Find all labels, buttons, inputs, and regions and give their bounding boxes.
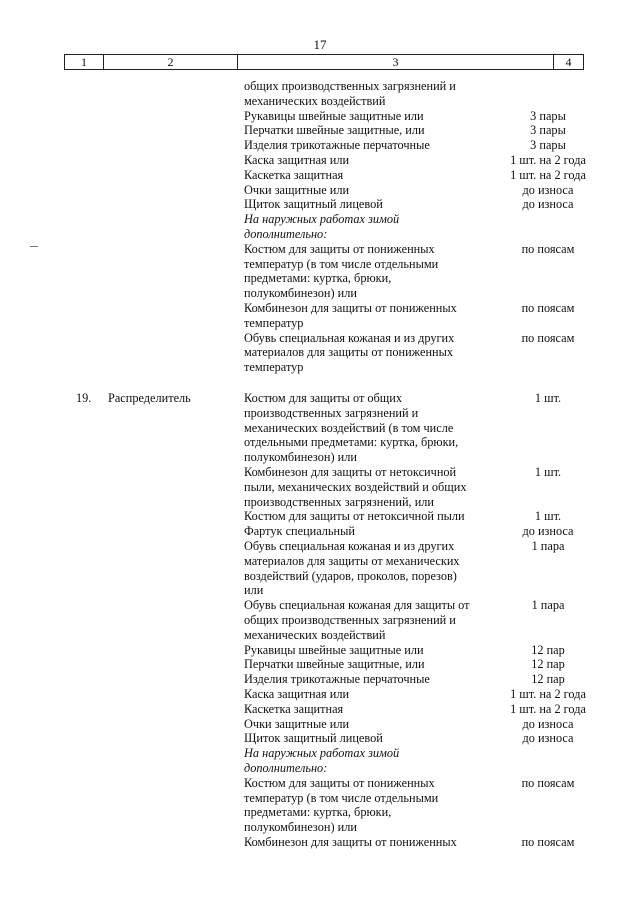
issue-norm: 1 шт. на 2 года [510, 167, 586, 182]
table-row [0, 301, 640, 316]
header-col-4: 4 [553, 55, 583, 69]
ppe-item: Обувь специальная кожаная и из других [244, 330, 455, 345]
ppe-item: На наружных работах зимой [244, 746, 400, 761]
table-row [0, 495, 640, 510]
ppe-item: Комбинезон для защиты от пониженных [244, 835, 457, 849]
table-row [0, 168, 640, 183]
table-row [0, 805, 640, 820]
table-row [0, 271, 640, 286]
ppe-item: полукомбинезон) или [244, 450, 357, 465]
ppe-item: Каскетка защитная [244, 701, 344, 716]
issue-norm: 1 пара [531, 598, 565, 613]
table-row [0, 227, 640, 242]
ppe-item: механических воздействий [244, 93, 386, 108]
issue-norm: по поясам [521, 775, 575, 790]
table-row [0, 717, 640, 732]
ppe-item: температур [244, 315, 304, 330]
table-row [0, 331, 640, 346]
ppe-item: Фартук специальный [244, 524, 355, 539]
ppe-item: производственных загрязнений и [244, 405, 419, 420]
issue-norm: до износа [522, 731, 574, 746]
table-row [0, 672, 640, 687]
ppe-item: Щиток защитный лицевой [244, 731, 383, 746]
table-row [0, 286, 640, 301]
table-row [0, 153, 640, 168]
ppe-item: температур (в том числе отдельными [244, 790, 439, 805]
ppe-item: Щиток защитный лицевой [244, 197, 383, 212]
issue-norm: 1 шт. на 2 года [510, 701, 586, 716]
ppe-item: полукомбинезон) или [244, 820, 357, 835]
table-row [0, 583, 640, 598]
table-row [0, 450, 640, 465]
issue-norm: 12 пар [531, 657, 565, 672]
issue-norm: 1 шт. [534, 391, 562, 405]
ppe-item: Рукавицы швейные защитные или [244, 642, 424, 657]
table-row [0, 687, 640, 702]
ppe-item: общих производственных загрязнений и [244, 613, 456, 627]
table-row [0, 539, 640, 554]
table-row [0, 761, 640, 776]
issue-norm: 1 шт. на 2 года [510, 687, 586, 701]
table-row [0, 628, 640, 643]
table-row [0, 138, 640, 153]
table-row [0, 360, 640, 375]
ppe-item: воздействий (ударов, проколов, порезов) [244, 568, 457, 583]
table-row [0, 183, 640, 198]
occupation-name: Распределитель [108, 391, 191, 405]
ppe-item: На наружных работах зимой [244, 212, 400, 227]
page-number: 17 [313, 37, 327, 52]
issue-norm: 1 шт. на 2 года [510, 153, 586, 167]
table-row [0, 524, 640, 539]
ppe-item: Каска защитная или [244, 687, 350, 701]
table-row [0, 643, 640, 658]
issue-norm: 3 пары [530, 138, 566, 153]
row-number: 19. [76, 391, 92, 405]
issue-norm: 12 пар [531, 642, 565, 657]
ppe-item: Перчатки швейные защитные, или [244, 123, 425, 138]
table-row [0, 94, 640, 109]
issue-norm: по поясам [521, 301, 575, 315]
issue-norm: по поясам [521, 241, 575, 256]
ppe-item: Очки защитные или [244, 716, 350, 731]
ppe-item: общих производственных загрязнений и [244, 79, 456, 93]
ppe-item: Комбинезон для защиты от пониженных [244, 301, 457, 315]
issue-norm: 1 шт. [534, 509, 562, 524]
ppe-item: Каска защитная или [244, 153, 350, 167]
issue-norm: 3 пары [530, 123, 566, 138]
table-row [0, 791, 640, 806]
table-row [0, 731, 640, 746]
table-row [0, 776, 640, 791]
table-row [0, 598, 640, 613]
issue-norm: до износа [522, 716, 574, 731]
table-row [0, 657, 640, 672]
table-row [0, 109, 640, 124]
table-row [0, 613, 640, 628]
issue-norm: до износа [522, 197, 574, 212]
ppe-item: Костюм для защиты от нетоксичной пыли [244, 509, 465, 524]
ppe-item: Обувь специальная кожаная для защиты от [244, 598, 470, 613]
table-row [0, 509, 640, 524]
ppe-item: механических воздействий [244, 627, 386, 642]
ppe-item: дополнительно: [244, 761, 328, 775]
ppe-item: предметами: куртка, брюки, [244, 805, 392, 820]
table-row [0, 820, 640, 835]
ppe-item: механических воздействий (в том числе [244, 420, 454, 435]
table-row [0, 480, 640, 495]
table-row [0, 391, 640, 406]
header-col-1: 1 [81, 54, 87, 69]
ppe-item: полукомбинезон) или [244, 286, 357, 301]
issue-norm: до износа [522, 524, 574, 539]
ppe-item: Изделия трикотажные перчаточные [244, 138, 430, 153]
table-row [0, 435, 640, 450]
ppe-item: дополнительно: [244, 227, 328, 241]
table-row [0, 123, 640, 138]
table-row [0, 746, 640, 761]
ppe-item: Обувь специальная кожаная и из других [244, 539, 455, 553]
table-row [0, 702, 640, 717]
issue-norm: 3 пары [530, 108, 566, 123]
header-col-3: 3 [237, 55, 553, 69]
table-row [0, 421, 640, 436]
table-row [0, 316, 640, 331]
ppe-item: Перчатки швейные защитные, или [244, 657, 425, 672]
table-row [0, 79, 640, 94]
table-row [0, 835, 640, 850]
ppe-item: Комбинезон для защиты от нетоксичной [244, 465, 457, 479]
ppe-item: Рукавицы швейные защитные или [244, 108, 424, 123]
table-row [0, 212, 640, 227]
table-row [0, 242, 640, 257]
ppe-item: материалов для защиты от механических [244, 553, 460, 568]
ppe-item: материалов для защиты от пониженных [244, 345, 454, 360]
issue-norm: 12 пар [531, 672, 565, 687]
table-row [0, 257, 640, 272]
table-row [0, 465, 640, 480]
ppe-item: Костюм для защиты от пониженных [244, 775, 435, 790]
table-row [0, 554, 640, 569]
table-row [0, 197, 640, 212]
ppe-item: предметами: куртка, брюки, [244, 271, 392, 286]
ppe-item: Очки защитные или [244, 182, 350, 197]
ppe-item: температур (в том числе отдельными [244, 256, 439, 271]
header-col-2: 2 [103, 55, 237, 69]
table-row [0, 569, 640, 584]
issue-norm: 1 шт. [534, 465, 562, 479]
table-row [0, 345, 640, 360]
issue-norm: 1 пара [531, 539, 565, 553]
ppe-item: или [244, 583, 264, 598]
issue-norm: до износа [522, 182, 574, 197]
ppe-item: температур [244, 360, 304, 375]
ppe-item: Каскетка защитная [244, 167, 344, 182]
ppe-item: пыли, механических воздействий и общих [244, 479, 467, 494]
ppe-item: отдельными предметами: куртка, брюки, [244, 435, 459, 450]
ppe-item: Изделия трикотажные перчаточные [244, 672, 430, 687]
issue-norm: по поясам [521, 835, 575, 849]
table-row [0, 406, 640, 421]
ppe-item: Костюм для защиты от общих [244, 391, 402, 405]
ppe-item: производственных загрязнений, или [244, 494, 435, 509]
ppe-item: Костюм для защиты от пониженных [244, 241, 435, 256]
issue-norm: по поясам [521, 330, 575, 345]
